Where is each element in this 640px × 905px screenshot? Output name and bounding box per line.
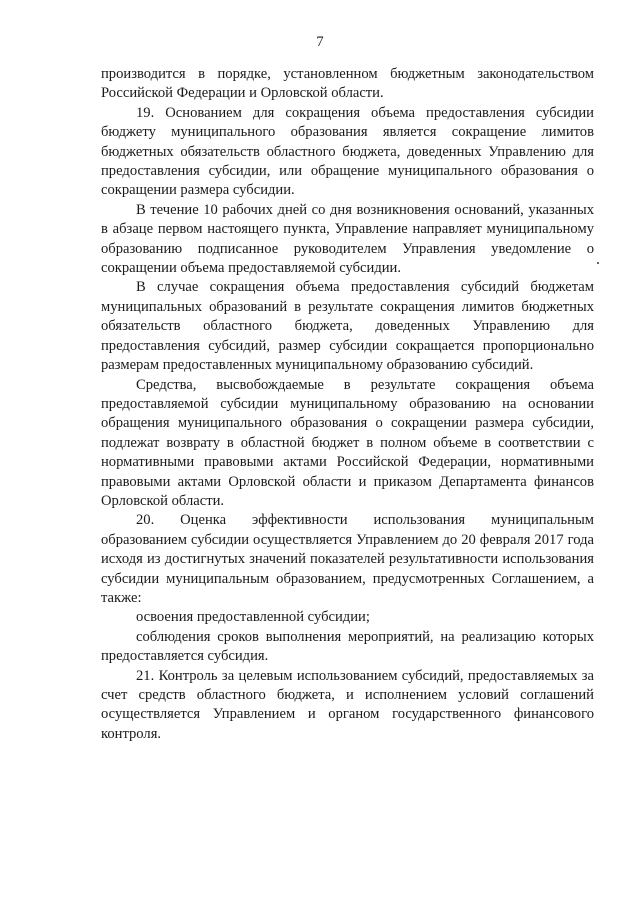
paragraph-item-21: 21. Контроль за целевым использованием субсидий, предоставляемых за счет средств областного бюджета, и исполнением условий соглашений осуществляется Управлением и органом государственного финансового контроля. xyxy=(101,667,594,742)
page-number: 7 xyxy=(316,34,324,50)
document-body xyxy=(101,65,594,744)
paragraph-criterion-utilization: освоения предоставленной субсидии; xyxy=(136,609,370,626)
paragraph-item-20: 20. Оценка эффективности использования муниципальным образованием субсидии осуществляется Управлением до 20 февраля 2017 года исходя из достигнутых значений показателей результативности использования субсидии муниципальным образованием, предусмотренных Соглашением, а также: xyxy=(101,512,594,606)
paragraph-item-19: 19. Основанием для сокращения объема предоставления субсидии бюджету муниципального образования является сокращение лимитов бюджетных обязательств областного бюджета, доведенных Управлению для предоставления субсидии, или обращение муниципального образования о сокращении размера субсидии. xyxy=(101,104,594,199)
paragraph-continuation: производится в порядке, установленном бюджетным законодательством Российской Федерации и Орловской области. xyxy=(101,66,594,102)
paragraph-notice-term: В течение 10 рабочих дней со дня возникновения оснований, указанных в абзаце первом настоящего пункта, Управление направляет муниципальному образованию подписанное руководителем Управления уведомление о сокращении объема предоставляемой субсидии. xyxy=(101,201,594,277)
paragraph-proportional-reduction: В случае сокращения объема предоставления субсидий бюджетам муниципальных образований в результате сокращения лимитов бюджетных обязательств областного бюджета, доведенных Управлению для предоставления субсидий, размер субсидии сокращается пропорционально размерам предоставленных муниципальному образованию субсидий. xyxy=(101,279,594,374)
paragraph-criterion-deadlines: соблюдения сроков выполнения мероприятий, на реализацию которых предоставляется субсидия. xyxy=(101,628,594,665)
paragraph-funds-return: Средства, высвобождаемые в результате сокращения объема предоставляемой субсидии муниципальному образованию на основании обращения муниципального образования о сокращении размера субсидии, подлежат возврату в областной бюджет в полном объеме в соответствии с нормативными правовыми актами Российской Федерации, нормативными правовыми актами Орловской области и приказом Департамента финансов Орловской области. xyxy=(101,376,594,509)
scan-mark xyxy=(597,262,599,264)
